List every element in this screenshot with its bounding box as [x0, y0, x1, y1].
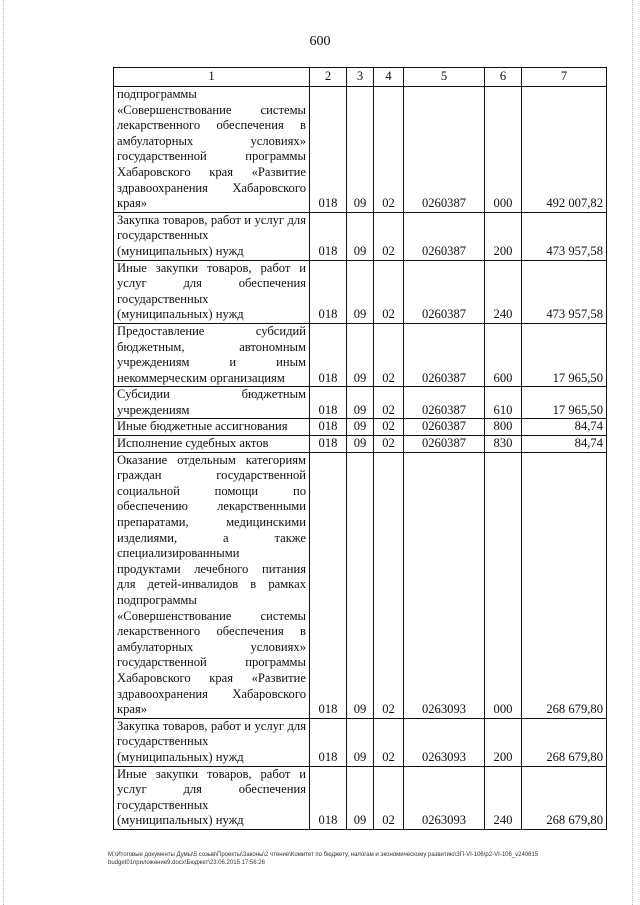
section-code: 09	[347, 323, 374, 386]
section-code: 09	[347, 387, 374, 419]
table-row	[114, 718, 607, 766]
grbs-code: 018	[310, 323, 347, 386]
row-name: Закупка товаров, работ и услуг для государственных (муниципальных) нужд	[114, 718, 310, 766]
amount: 17 965,50	[522, 387, 607, 419]
amount: 492 007,82	[522, 87, 607, 213]
table-row	[114, 419, 607, 436]
row-name: подпрограммы «Совершенствование системы лекарственного обеспечения в амбулаторных условиях» государственной программы Хабаровского края «Развитие здравоохранения Хабаровского края»	[114, 87, 310, 213]
row-name: Иные бюджетные ассигнования	[114, 419, 310, 436]
table-row	[114, 87, 607, 213]
column-header: 1	[114, 68, 310, 87]
subsection-code: 02	[374, 387, 404, 419]
grbs-code: 018	[310, 718, 347, 766]
file-path-footer: М:\Итоговые документы Думы\5 созыв\Проекты\Законы\2 чтение\Комитет по бюджету, налогам и экономическому развитию\ЗП-VI-106\р2-VI-106_v240615 budget01приложение9.docx\Бюджет\23.06.2015 17:56:26	[108, 852, 539, 866]
subsection-code: 02	[374, 718, 404, 766]
row-name: Иные закупки товаров, работ и услуг для обеспечения государственных (муниципальных) нужд	[114, 766, 310, 829]
section-code: 09	[347, 452, 374, 718]
expense-type-code: 240	[485, 766, 522, 829]
expense-type-code: 200	[485, 718, 522, 766]
column-header: 6	[485, 68, 522, 87]
grbs-code: 018	[310, 766, 347, 829]
table-row	[114, 323, 607, 386]
amount: 473 957,58	[522, 260, 607, 323]
subsection-code: 02	[374, 436, 404, 453]
target-article-code: 0260387	[404, 212, 485, 260]
section-code: 09	[347, 718, 374, 766]
table-row	[114, 387, 607, 419]
column-header: 5	[404, 68, 485, 87]
section-code: 09	[347, 766, 374, 829]
section-code: 09	[347, 212, 374, 260]
target-article-code: 0263093	[404, 718, 485, 766]
row-name: Оказание отдельным категориям граждан государственной социальной помощи по обеспечению лекарственными препаратами, медицинскими изделиями, а также специализированными продуктами лечебного питания для детей-инвалидов в рамках подпрограммы «Совершенствование системы лекарственного обеспечения в амбулаторных условиях» государственной программы Хабаровского края «Развитие здравоохранения Хабаровского края»	[114, 452, 310, 718]
scan-edge-right	[632, 0, 634, 905]
table-row	[114, 436, 607, 453]
grbs-code: 018	[310, 452, 347, 718]
amount: 17 965,50	[522, 323, 607, 386]
subsection-code: 02	[374, 452, 404, 718]
target-article-code: 0260387	[404, 87, 485, 213]
subsection-code: 02	[374, 212, 404, 260]
expense-type-code: 600	[485, 323, 522, 386]
amount: 268 679,80	[522, 766, 607, 829]
column-header: 7	[522, 68, 607, 87]
table-row	[114, 260, 607, 323]
amount: 268 679,80	[522, 452, 607, 718]
amount: 84,74	[522, 419, 607, 436]
subsection-code: 02	[374, 419, 404, 436]
amount: 268 679,80	[522, 718, 607, 766]
amount: 84,74	[522, 436, 607, 453]
expense-type-code: 240	[485, 260, 522, 323]
section-code: 09	[347, 436, 374, 453]
target-article-code: 0260387	[404, 260, 485, 323]
row-name: Субсидии бюджетным учреждениям	[114, 387, 310, 419]
expense-type-code: 200	[485, 212, 522, 260]
column-header: 4	[374, 68, 404, 87]
section-code: 09	[347, 87, 374, 213]
table-row	[114, 212, 607, 260]
row-name: Исполнение судебных актов	[114, 436, 310, 453]
table-row	[114, 766, 607, 829]
grbs-code: 018	[310, 436, 347, 453]
expense-type-code: 830	[485, 436, 522, 453]
target-article-code: 0260387	[404, 323, 485, 386]
column-header: 3	[347, 68, 374, 87]
grbs-code: 018	[310, 87, 347, 213]
table-row	[114, 452, 607, 718]
page-number: 600	[309, 34, 331, 49]
budget-table	[113, 67, 607, 830]
column-header: 2	[310, 68, 347, 87]
row-name: Предоставление субсидий бюджетным, автономным учреждениям и иным некоммерческим организациям	[114, 323, 310, 386]
grbs-code: 018	[310, 387, 347, 419]
subsection-code: 02	[374, 766, 404, 829]
target-article-code: 0263093	[404, 766, 485, 829]
expense-type-code: 610	[485, 387, 522, 419]
target-article-code: 0263093	[404, 452, 485, 718]
column-number-header-row	[114, 68, 607, 87]
subsection-code: 02	[374, 323, 404, 386]
target-article-code: 0260387	[404, 387, 485, 419]
grbs-code: 018	[310, 260, 347, 323]
amount: 473 957,58	[522, 212, 607, 260]
section-code: 09	[347, 419, 374, 436]
target-article-code: 0260387	[404, 436, 485, 453]
expense-type-code: 000	[485, 87, 522, 213]
row-name: Иные закупки товаров, работ и услуг для обеспечения государственных (муниципальных) нужд	[114, 260, 310, 323]
expense-type-code: 800	[485, 419, 522, 436]
subsection-code: 02	[374, 87, 404, 213]
row-name: Закупка товаров, работ и услуг для государственных (муниципальных) нужд	[114, 212, 310, 260]
target-article-code: 0260387	[404, 419, 485, 436]
scan-edge-left	[3, 0, 5, 905]
grbs-code: 018	[310, 212, 347, 260]
expense-type-code: 000	[485, 452, 522, 718]
section-code: 09	[347, 260, 374, 323]
subsection-code: 02	[374, 260, 404, 323]
grbs-code: 018	[310, 419, 347, 436]
